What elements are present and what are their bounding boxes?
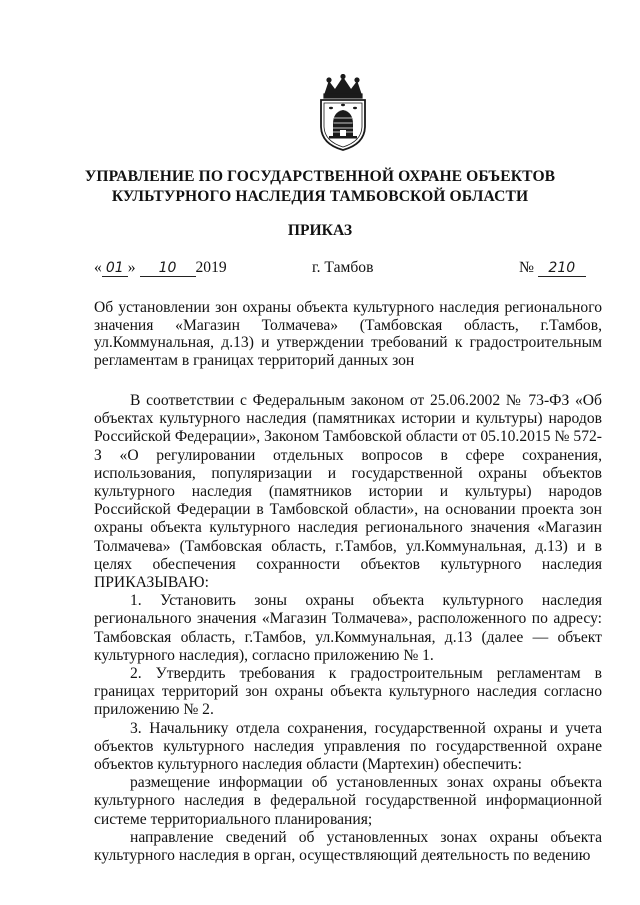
order-item-3: 3. Начальнику отдела сохранения, государственной охраны и учета объектов культурного наследия управления по государственной охране объектов культурного наследия области (Мартехин) обеспечить: — [94, 719, 602, 774]
order-date — [94, 257, 227, 279]
order-city: г. Тамбов — [312, 259, 374, 276]
order-subject: Об установлении зон охраны объекта культурного наследия регионального значения «Магазин Толмачева» (Тамбовская область, г.Тамбов, ул.Коммунальная, д.13) и утверждении требований к градостроительным регламентам в границах территорий данных зон — [94, 299, 602, 369]
quote-open: « — [94, 259, 102, 276]
preamble-paragraph: В соответствии с Федеральным законом от 25.06.2002 № 73-ФЗ «Об объектах культурного наследия (памятниках истории и культуры) народов Российской Федерации», Законом Тамбовской области от 05.10.2015 № 572-З «О регулировании отдельных вопросов в сфере сохранения, использования, популяризации и государственной охраны объектов культурного наследия (памятников истории и культуры) народов Российской Федерации в Тамбовской области», на основании проекта зон охраны объекта культурного наследия регионального значения «Магазин Толмачева» (Тамбовская область, г.Тамбов, ул.Коммунальная, д.13) и в целях обеспечения сохранности объектов культурного наследия ПРИКАЗЫВАЮ: — [94, 392, 602, 592]
document-type-title: ПРИКАЗ — [287, 222, 353, 239]
order-item-3-subitem-a: размещение информации об установленных зонах охраны объекта культурного наследия в федеральной государственной информационной системе территориального планирования; — [94, 774, 602, 828]
number-sign: № — [519, 259, 534, 276]
order-item-3-subitem-b: направление сведений об установленных зонах охраны объекта культурного наследия в орган, осуществляющий деятельность по ведению — [94, 828, 602, 865]
order-body — [94, 392, 602, 865]
order-year: 2019 — [195, 259, 227, 276]
handwritten-day: 01 — [102, 260, 128, 277]
order-item-1: 1. Установить зоны охраны объекта культурного наследия регионального значения «Магазин Толмачева», расположенного по адресу: Тамбовская область, г.Тамбов, ул.Коммунальная, д.13 (далее — объект культурного наследия), согласно приложению № 1. — [94, 592, 602, 664]
handwritten-number: 210 — [538, 260, 586, 277]
organization-name-line-2: КУЛЬТУРНОГО НАСЛЕДИЯ ТАМБОВСКОЙ ОБЛАСТИ — [111, 188, 529, 205]
tambov-coat-of-arms-icon — [311, 74, 375, 152]
quote-close: » — [127, 259, 136, 276]
order-number — [519, 257, 586, 279]
date-city-number-line — [94, 257, 590, 281]
organization-name-line-1: УПРАВЛЕНИЕ ПО ГОСУДАРСТВЕННОЙ ОХРАНЕ ОБЪЕКТОВ — [84, 168, 556, 185]
handwritten-month: 10 — [140, 260, 196, 277]
order-item-2: 2. Утвердить требования к градостроительным регламентам в границах территорий зон охраны объекта культурного наследия согласно приложению № 2. — [94, 665, 602, 719]
